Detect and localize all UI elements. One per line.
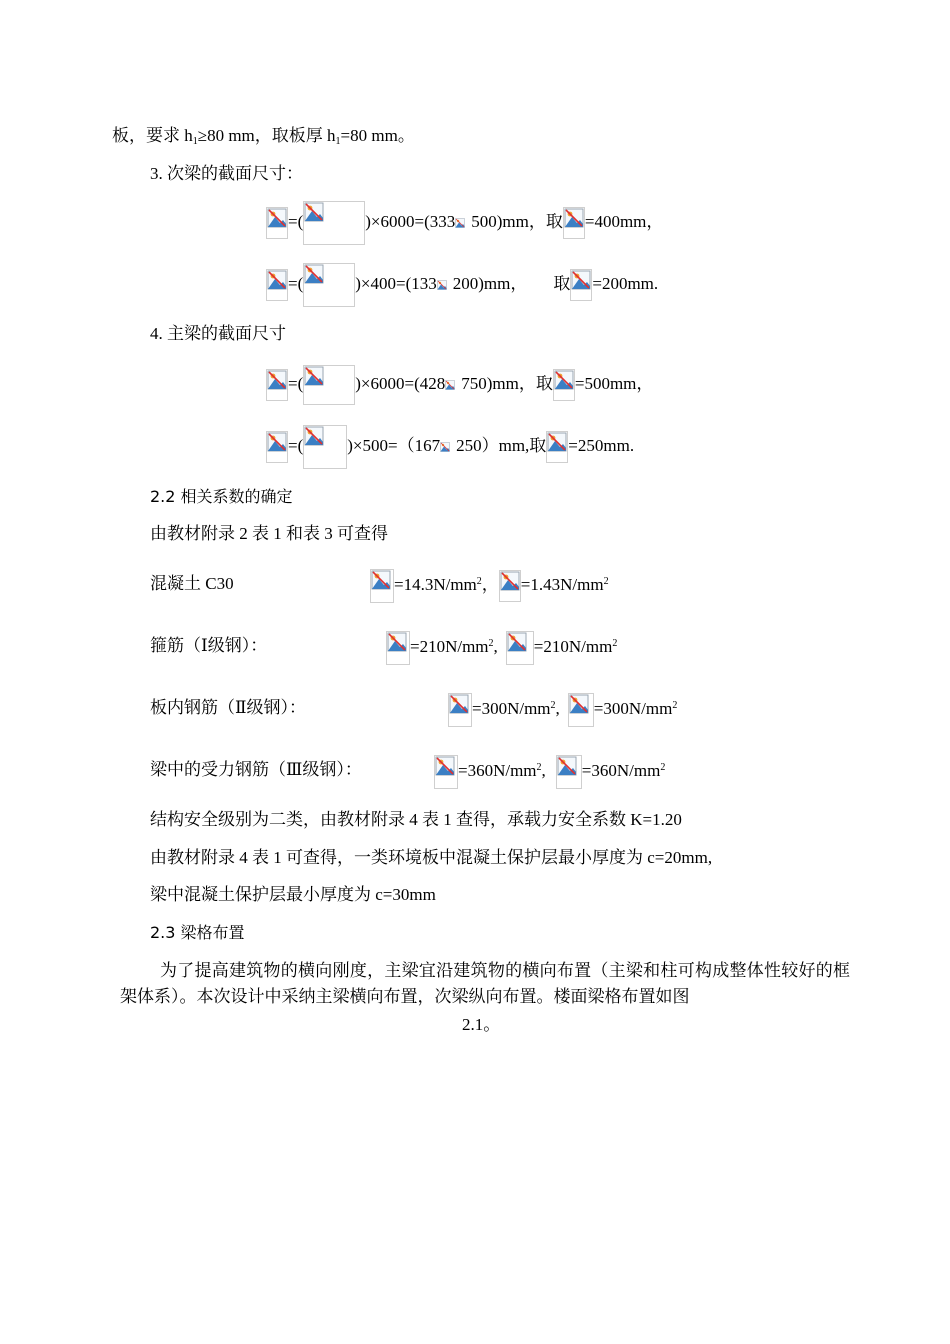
text: =500mm， — [574, 374, 654, 393]
broken-image-icon — [303, 365, 355, 405]
broken-image-icon — [266, 431, 288, 463]
superscript: 2 — [536, 762, 542, 773]
broken-image-icon — [266, 269, 288, 301]
text: 箍筋（Ⅰ级钢）： — [150, 636, 268, 655]
text: =( — [288, 212, 304, 231]
text: 由教材附录 4 表 1 可查得，一类环境板中混凝土保护层最小厚度为 c=20mm, — [150, 848, 713, 867]
figure-reference — [462, 1012, 500, 1038]
text: =250mm. — [568, 436, 635, 455]
superscript: 2 — [672, 700, 678, 711]
concrete-label — [150, 572, 234, 596]
text: 2.2 相关系数的确定 — [150, 487, 293, 506]
beam-bar-label — [150, 758, 362, 782]
text: =80 mm。 — [340, 126, 415, 145]
section-2-3-heading — [150, 921, 245, 945]
text: =( — [288, 374, 304, 393]
text: =360N/mm — [581, 761, 661, 780]
text: =( — [288, 436, 304, 455]
stirrup-label — [150, 634, 267, 658]
text: 500)mm，取 — [471, 212, 563, 231]
reference-text — [150, 522, 388, 546]
beam-layout-paragraph — [120, 958, 850, 1010]
superscript: 2 — [660, 762, 666, 773]
slab-bar-label — [150, 696, 306, 720]
text: ， — [481, 575, 499, 594]
secondary-beam-height-line — [266, 200, 663, 245]
broken-image-icon — [386, 631, 410, 665]
superscript: 2 — [612, 638, 618, 649]
subscript: 1 — [192, 136, 198, 147]
broken-image-icon — [303, 425, 347, 469]
text: )×400=(133 — [355, 274, 437, 293]
broken-image-icon — [266, 369, 288, 401]
text: 由教材附录 2 表 1 和表 3 可查得 — [150, 524, 388, 543]
concrete-values — [370, 564, 609, 603]
broken-image-icon — [437, 280, 453, 290]
broken-image-icon — [546, 431, 568, 463]
text: , — [493, 637, 498, 656]
text: 混凝土 C30 — [150, 574, 234, 593]
text: , — [541, 761, 546, 780]
text: 750)mm，取 — [461, 374, 553, 393]
text: 板，要求 h — [112, 126, 193, 145]
subscript: 1 — [335, 136, 341, 147]
cover-thickness-beam-text — [150, 883, 436, 907]
text: )×6000=(428 — [355, 374, 446, 393]
text: =14.3N/mm — [394, 575, 477, 594]
text: 2.3 梁格布置 — [150, 923, 245, 942]
text: ≥80 mm，取板厚 h — [197, 126, 336, 145]
text: =300N/mm — [472, 699, 551, 718]
broken-image-icon — [499, 570, 521, 602]
broken-image-icon — [303, 201, 365, 245]
text: =( — [288, 274, 304, 293]
text: 3. 次梁的截面尺寸： — [150, 164, 303, 183]
main-beam-width-line — [266, 424, 634, 469]
text: 板内钢筋（Ⅱ级钢）： — [150, 698, 307, 717]
broken-image-icon — [570, 269, 592, 301]
text: 梁中的受力钢筋（Ⅲ级钢）： — [150, 760, 362, 779]
beam-bar-values — [434, 750, 665, 789]
text: 取 — [553, 274, 571, 293]
text: )×6000=(333 — [365, 212, 456, 231]
text: =210N/mm — [533, 637, 613, 656]
broken-image-icon — [445, 380, 461, 390]
broken-image-icon — [448, 693, 472, 727]
broken-image-icon — [455, 218, 471, 228]
cover-thickness-slab-text — [150, 846, 712, 870]
superscript: 2 — [476, 576, 482, 587]
text: =360N/mm — [458, 761, 537, 780]
broken-image-icon — [563, 207, 585, 239]
broken-image-icon — [434, 755, 458, 789]
broken-image-icon — [556, 755, 582, 789]
slab-bar-values — [448, 688, 677, 727]
stirrup-values — [386, 626, 617, 665]
text: )×500=（167 — [347, 436, 441, 455]
text: 4. 主梁的截面尺寸 — [150, 324, 286, 343]
text: =1.43N/mm — [520, 575, 604, 594]
text: 结构安全级别为二类，由教材附录 4 表 1 查得，承载力安全系数 K=1.20 — [150, 810, 682, 829]
text: =210N/mm — [410, 637, 489, 656]
text: =200mm. — [592, 274, 659, 293]
superscript: 2 — [488, 638, 494, 649]
broken-image-icon — [370, 569, 394, 603]
slab-thickness-line — [112, 124, 415, 154]
secondary-beam-width-line — [266, 262, 658, 307]
main-beam-height-line — [266, 362, 653, 406]
text: =300N/mm — [593, 699, 673, 718]
broken-image-icon — [568, 693, 594, 727]
text: =400mm， — [584, 212, 664, 231]
broken-image-icon — [303, 263, 355, 307]
text: 梁中混凝土保护层最小厚度为 c=30mm — [150, 885, 436, 904]
superscript: 2 — [603, 576, 609, 587]
section-4-title — [150, 322, 286, 346]
text: 2.1。 — [462, 1015, 501, 1034]
broken-image-icon — [266, 207, 288, 239]
superscript: 2 — [550, 700, 556, 711]
section-3-title — [150, 162, 303, 186]
broken-image-icon — [440, 442, 456, 452]
broken-image-icon — [553, 369, 575, 401]
text: 250）mm,取 — [456, 436, 547, 455]
broken-image-icon — [506, 631, 534, 665]
text: 为了提高建筑物的横向刚度，主梁宜沿建筑物的横向布置（主梁和柱可构成整体性较好的框架体系）。本次设计中采纳主梁横向布置，次梁纵向布置。楼面梁格布置如图 — [120, 961, 850, 1006]
text: 200)mm， — [452, 274, 528, 293]
safety-factor-text — [150, 808, 682, 832]
section-2-2-heading — [150, 485, 293, 509]
text: , — [555, 699, 560, 718]
